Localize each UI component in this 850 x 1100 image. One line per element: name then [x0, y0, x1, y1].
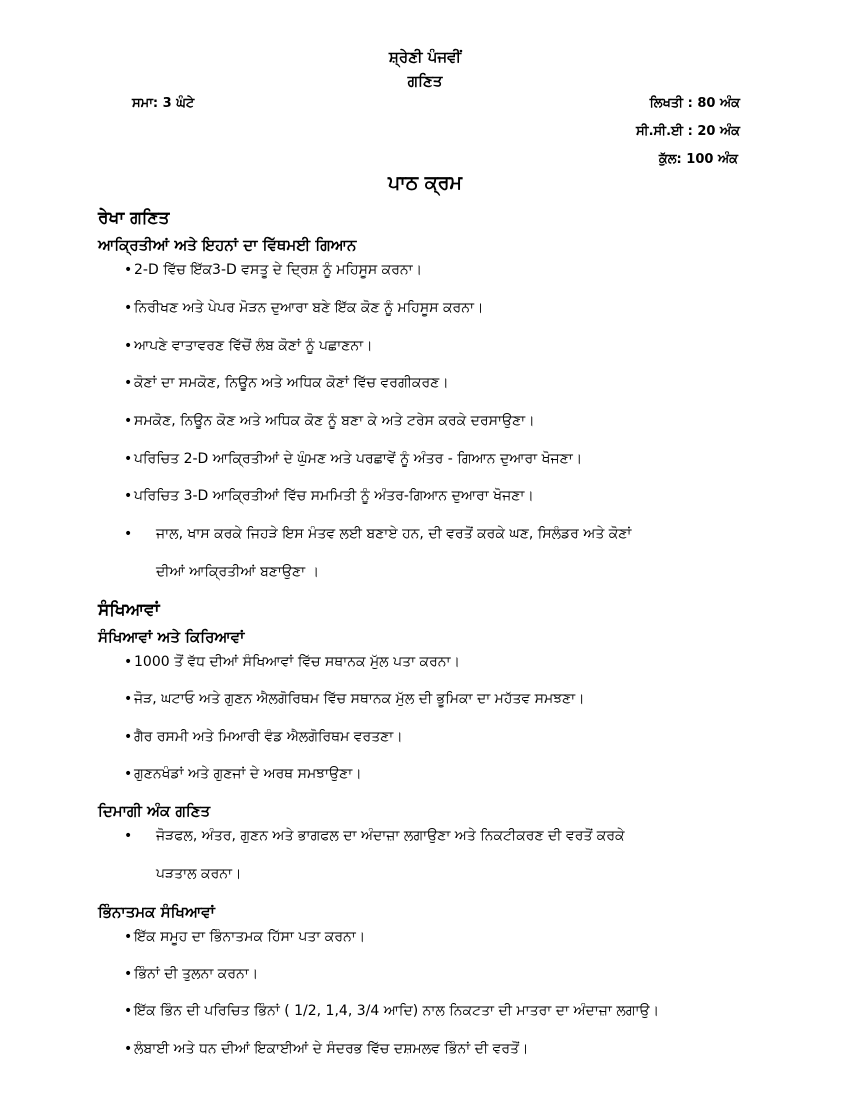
numbers-heading: ਸੰਖਿਆਵਾਂ — [98, 600, 160, 620]
bullet: • — [124, 375, 133, 391]
bullet: • — [124, 413, 133, 429]
bullet: • — [124, 262, 133, 278]
subject-title: ਗਣਿਤ — [407, 72, 443, 90]
bullet: • — [124, 654, 133, 670]
list-item: ਜੋੜਫਲ, ਅੰਤਰ, ਗੁਣਨ ਅਤੇ ਭਾਗਫਲ ਦਾ ਅੰਦਾਜ਼ਾ ਲਗਾਉਣਾ ਅਤੇ ਨਿਕਟੀਕਰਣ ਦੀ ਵਰਤੋਂ ਕਰਕੇ — [156, 828, 625, 844]
bullet: • — [124, 766, 133, 782]
bullet: • — [124, 729, 133, 745]
list-item: • ਲੰਬਾਈ ਅਤੇ ਧਨ ਦੀਆਂ ਇਕਾਈਆਂ ਦੇ ਸੰਦਰਭ ਵਿੱਚ ਦਸ਼ਮਲਵ ਭਿੰਨਾਂ ਦੀ ਵਰਤੋਂ। — [124, 1041, 529, 1057]
total-marks: ਕੁੱਲ: 100 ਅੰਕ — [658, 152, 738, 167]
geometry-heading: ਰੇਖਾ ਗਣਿਤ — [98, 208, 170, 228]
numbers-subheading: ਸੰਖਿਆਵਾਂ ਅਤੇ ਕਿਰਿਆਵਾਂ — [98, 628, 245, 646]
list-item: • 1000 ਤੋਂ ਵੱਧ ਦੀਆਂ ਸੰਖਿਆਵਾਂ ਵਿੱਚ ਸਥਾਨਕ ਮੁੱਲ ਪਤਾ ਕਰਨਾ। — [124, 654, 460, 670]
bullet: • — [124, 691, 133, 707]
bullet: • — [124, 966, 133, 982]
list-item-continuation: ਪੜਤਾਲ ਕਰਨਾ। — [156, 866, 242, 882]
list-item: • 2-D ਵਿੱਚ ਇੱਕ3-D ਵਸਤੂ ਦੇ ਦ੍ਰਿਸ਼ ਨੂੰ ਮਹਿਸੂਸ ਕਰਨਾ। — [124, 262, 423, 278]
bullet: • — [124, 828, 133, 844]
list-item: • ਪਰਿਚਿਤ 3-D ਆਕ੍ਰਿਤੀਆਂ ਵਿੱਚ ਸਮਮਿਤੀ ਨੂੰ ਅੰਤਰ-ਗਿਆਨ ਦੁਆਰਾ ਖੋਜਣਾ। — [124, 488, 534, 504]
list-item: • ਇੱਕ ਸਮੂਹ ਦਾ ਭਿੰਨਾਤਮਕ ਹਿੱਸਾ ਪਤਾ ਕਰਨਾ। — [124, 929, 366, 945]
bullet: • — [124, 1003, 133, 1019]
list-item: • ਪਰਿਚਿਤ 2-D ਆਕ੍ਰਿਤੀਆਂ ਦੇ ਘੁੰਮਣ ਅਤੇ ਪਰਛਾਵੇਂ ਨੂੰ ਅੰਤਰ - ਗਿਆਨ ਦੁਆਰਾ ਖੋਜਣਾ। — [124, 451, 583, 467]
mental-heading: ਦਿਮਾਗੀ ਅੰਕ ਗਣਿਤ — [98, 802, 211, 820]
list-item: • ਗੁਣਨਖੰਡਾਂ ਅਤੇ ਗੁਣਜਾਂ ਦੇ ਅਰਥ ਸਮਝਾਉਣਾ। — [124, 766, 362, 782]
list-item: • ਸਮਕੋਣ, ਨਿਊਨ ਕੋਣ ਅਤੇ ਅਧਿਕ ਕੋਣ ਨੂੰ ਬਣਾ ਕੇ ਅਤੇ ਟਰੇਸ ਕਰਕੇ ਦਰਸਾਉਣਾ। — [124, 413, 535, 429]
bullet: • — [124, 929, 133, 945]
list-item: • ਗੈਰ ਰਸਮੀ ਅਤੇ ਮਿਆਰੀ ਵੰਡ ਐਲਗੋਰਿਥਮ ਵਰਤਣਾ। — [124, 729, 403, 745]
bullet: • — [124, 488, 133, 504]
list-item: • ਨਿਰੀਖਣ ਅਤੇ ਪੇਪਰ ਮੋੜਨ ਦੁਆਰਾ ਬਣੇ ਇੱਕ ਕੋਣ ਨੂੰ ਮਹਿਸੂਸ ਕਰਨਾ। — [124, 300, 484, 316]
geometry-subheading: ਆਕ੍ਰਿਤੀਆਂ ਅਤੇ ਇਹਨਾਂ ਦਾ ਵਿੱਥਮਈ ਗਿਆਨ — [98, 236, 357, 254]
syllabus-heading: ਪਾਠ ਕ੍ਰਮ — [387, 172, 463, 194]
fractions-heading: ਭਿੰਨਾਤਮਕ ਸੰਖਿਆਵਾਂ — [98, 903, 215, 921]
cce-marks: ਸੀ.ਸੀ.ਈ : 20 ਅੰਕ — [636, 124, 740, 139]
time-label: ਸਮਾ: 3 ਘੰਟੇ — [132, 96, 195, 111]
list-item-continuation: ਦੀਆਂ ਆਕ੍ਰਿਤੀਆਂ ਬਣਾਉਣਾ । — [156, 564, 320, 580]
list-item: • ਕੋਣਾਂ ਦਾ ਸਮਕੋਣ, ਨਿਊਨ ਅਤੇ ਅਧਿਕ ਕੋਣਾਂ ਵਿੱਚ ਵਰਗੀਕਰਣ। — [124, 375, 449, 391]
list-item: ਜਾਲ, ਖਾਸ ਕਰਕੇ ਜਿਹੜੇ ਇਸ ਮੰਤਵ ਲਈ ਬਣਾਏ ਹਨ, ਦੀ ਵਰਤੋਂ ਕਰਕੇ ਘਣ, ਸਿਲੰਡਰ ਅਤੇ ਕੋਣਾਂ — [156, 526, 632, 542]
list-item: • ਭਿੰਨਾਂ ਦੀ ਤੁਲਨਾ ਕਰਨਾ। — [124, 966, 259, 982]
list-item: • ਇੱਕ ਭਿੰਨ ਦੀ ਪਰਿਚਿਤ ਭਿੰਨਾਂ ( 1/2, 1,4, 3/4 ਆਦਿ) ਨਾਲ ਨਿਕਟਤਾ ਦੀ ਮਾਤਰਾ ਦਾ ਅੰਦਾਜ਼ਾ ਲਗਾਉ। — [124, 1003, 660, 1019]
list-item: • ਆਪਣੇ ਵਾਤਾਵਰਣ ਵਿੱਚੋਂ ਲੰਬ ਕੋਣਾਂ ਨੂੰ ਪਛਾਣਨਾ। — [124, 338, 373, 354]
written-marks: ਲਿਖਤੀ : 80 ਅੰਕ — [649, 96, 740, 111]
bullet: • — [124, 300, 133, 316]
list-item: • ਜੋੜ, ਘਟਾਓ ਅਤੇ ਗੁਣਨ ਐਲਗੋਰਿਥਮ ਵਿੱਚ ਸਥਾਨਕ ਮੁੱਲ ਦੀ ਭੂਮਿਕਾ ਦਾ ਮਹੱਤਵ ਸਮਝਣਾ। — [124, 691, 585, 707]
bullet: • — [124, 1041, 133, 1057]
bullet: • — [124, 526, 133, 542]
bullet: • — [124, 451, 133, 467]
class-title: ਸ਼੍ਰੇਣੀ ਪੰਜਵੀਂ — [388, 48, 462, 66]
bullet: • — [124, 338, 133, 354]
